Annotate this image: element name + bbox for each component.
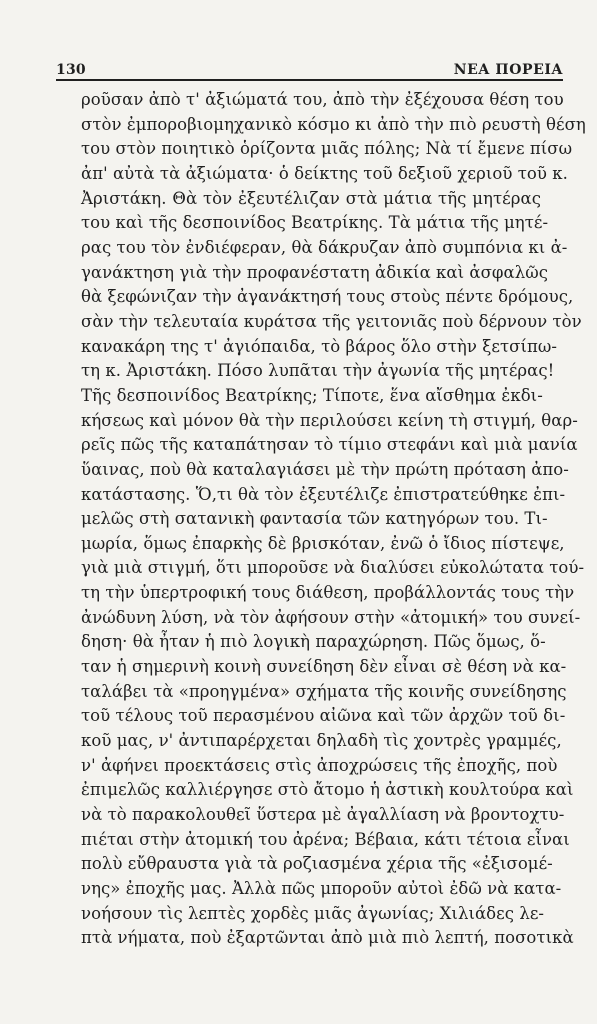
text-line-24: ταν ἡ σημερινὴ κοινὴ συνείδηση δὲν εἶναι σὲ θέση νὰ κα- <box>81 657 567 677</box>
text-line-31: πιέται στὴν ἀτομική του ἀρένα; Βέβαια, κάτι τέτοια εἶναι <box>81 829 570 849</box>
text-line-12: τη κ. Ἀριστάκη. Πόσο λυπᾶται τὴν ἀγωνία τῆς μητέρας! <box>81 361 555 381</box>
text-line-5: Ἀριστάκη. Θὰ τὸν ἐξευτέλιζαν στὰ μάτια τῆς μητέρας <box>81 188 541 208</box>
text-line-27: κοῦ μας, ν' ἀντιπαρέρχεται δηλαδὴ τὶς χοντρὲς γραμμές, <box>81 731 562 751</box>
text-line-3: του στὸν ποιητικὸ ὁρίζοντα μιᾶς πόλης; Νὰ τί ἔμενε πίσω <box>81 139 573 159</box>
body-text <box>81 88 586 951</box>
text-line-18: μελῶς στὴ σατανικὴ φαντασία τῶν κατηγόρων του. Τι- <box>81 509 548 529</box>
text-line-9: θὰ ξεφώνιζαν τὴν ἀγανάκτησή τους στοὺς πέντε δρόμους, <box>81 287 574 307</box>
text-line-21: τη τὴν ὑπερτροφική τους διάθεση, προβάλλοντάς τους τὴν <box>81 583 575 603</box>
text-line-23: δηση· θὰ ἦταν ἡ πιὸ λογικὴ παραχώρηση. Πῶς ὅμως, ὅ- <box>81 632 546 652</box>
text-line-19: μωρία, ὅμως ἐπαρκὴς δὲ βρισκόταν, ἐνῶ ὁ ἴδιος πίστεψε, <box>81 533 565 553</box>
text-line-14: κήσεως καὶ μόνον θὰ τὴν περιλούσει κείνη τὴ στιγμή, θαρ- <box>81 410 578 430</box>
text-line-22: ἀνώδυνη λύση, νὰ τὸν ἀφήσουν στὴν «ἀτομική» του συνεί- <box>81 607 581 627</box>
text-line-32: πολὺ εὔθραυστα γιὰ τὰ ροζιασμένα χέρια τῆς «ἐξισομέ- <box>81 854 553 874</box>
header-rule <box>56 79 563 81</box>
page-number: 130 <box>56 62 86 78</box>
text-line-10: σὰν τὴν τελευταία κυράτσα τῆς γειτονιᾶς ποὺ δέρνουν τὸν <box>81 311 582 331</box>
text-line-2: στὸν ἐμποροβιομηχανικὸ κόσμο κι ἀπὸ τὴν πιὸ ρευστὴ θέση <box>81 114 586 134</box>
text-line-4: ἀπ' αὐτὰ τὰ ἀξιώματα· ὁ δείκτης τοῦ δεξιοῦ χεριοῦ τοῦ κ. <box>81 163 568 183</box>
text-line-29: ἐπιμελῶς καλλιέργησε στὸ ἄτομο ἡ ἀστικὴ κουλτούρα καὶ <box>81 780 574 800</box>
text-line-30: νὰ τὸ παρακολουθεῖ ὕστερα μὲ ἀγαλλίαση νὰ βροντοχτυ- <box>81 805 565 825</box>
page-header <box>56 52 563 78</box>
text-line-1: ροῦσαν ἀπὸ τ' ἀξιώματά του, ἀπὸ τὴν ἐξέχουσα θέση του <box>81 90 564 109</box>
running-title: ΝΕΑ ΠΟΡΕΙΑ <box>453 62 563 78</box>
text-line-35: πτὰ νήματα, ποὺ ἐξαρτῶνται ἀπὸ μιὰ πιὸ λεπτή, ποσοτικὰ <box>81 928 574 948</box>
text-line-13: Τῆς δεσποινίδος Βεατρίκης; Τίποτε, ἕνα αἴσθημα ἐκδι- <box>81 385 543 405</box>
text-line-8: γανάκτηση γιὰ τὴν προφανέστατη ἀδικία καὶ ἀσφαλῶς <box>81 262 549 282</box>
text-line-11: κανακάρη της τ' ἀγιόπαιδα, τὸ βάρος ὅλο στὴν ξετσίπω- <box>81 336 558 356</box>
text-line-33: νης» ἐποχῆς μας. Ἀλλὰ πῶς μποροῦν αὐτοὶ ἐδῶ νὰ κατα- <box>81 879 562 898</box>
text-line-34: νοήσουν τὶς λεπτὲς χορδὲς μιᾶς ἀγωνίας; Χιλιάδες λε- <box>81 903 545 923</box>
text-line-15: ρεῖς πῶς τῆς καταπάτησαν τὸ τίμιο στεφάνι καὶ μιὰ μανία <box>81 435 578 455</box>
text-line-7: ρας του τὸν ἐνδιέφεραν, θὰ δάκρυζαν ἀπὸ συμπόνια κι ἀ- <box>81 237 568 257</box>
text-line-25: ταλάβει τὰ «προηγμένα» σχήματα τῆς κοινῆς συνείδησης <box>81 681 567 701</box>
text-line-17: κατάστασης. Ὅ,τι θὰ τὸν ἐξευτέλιζε ἐπιστρατεύθηκε ἐπι- <box>81 484 566 504</box>
text-line-20: γιὰ μιὰ στιγμή, ὅτι μποροῦσε νὰ διαλύσει εὐκολώτατα τού- <box>81 558 585 578</box>
text-line-26: τοῦ τέλους τοῦ περασμένου αἰῶνα καὶ τῶν ἀρχῶν τοῦ δι- <box>81 706 566 726</box>
text-line-6: του καὶ τῆς δεσποινίδος Βεατρίκης. Τὰ μάτια τῆς μητέ- <box>81 213 549 233</box>
text-line-28: ν' ἀφήνει προεκτάσεις στὶς ἀποχρώσεις τῆς ἐποχῆς, ποὺ <box>81 755 558 775</box>
text-line-16: ὕαινας, ποὺ θὰ καταλαγιάσει μὲ τὴν πρώτη πρόταση ἀπο- <box>81 459 569 479</box>
